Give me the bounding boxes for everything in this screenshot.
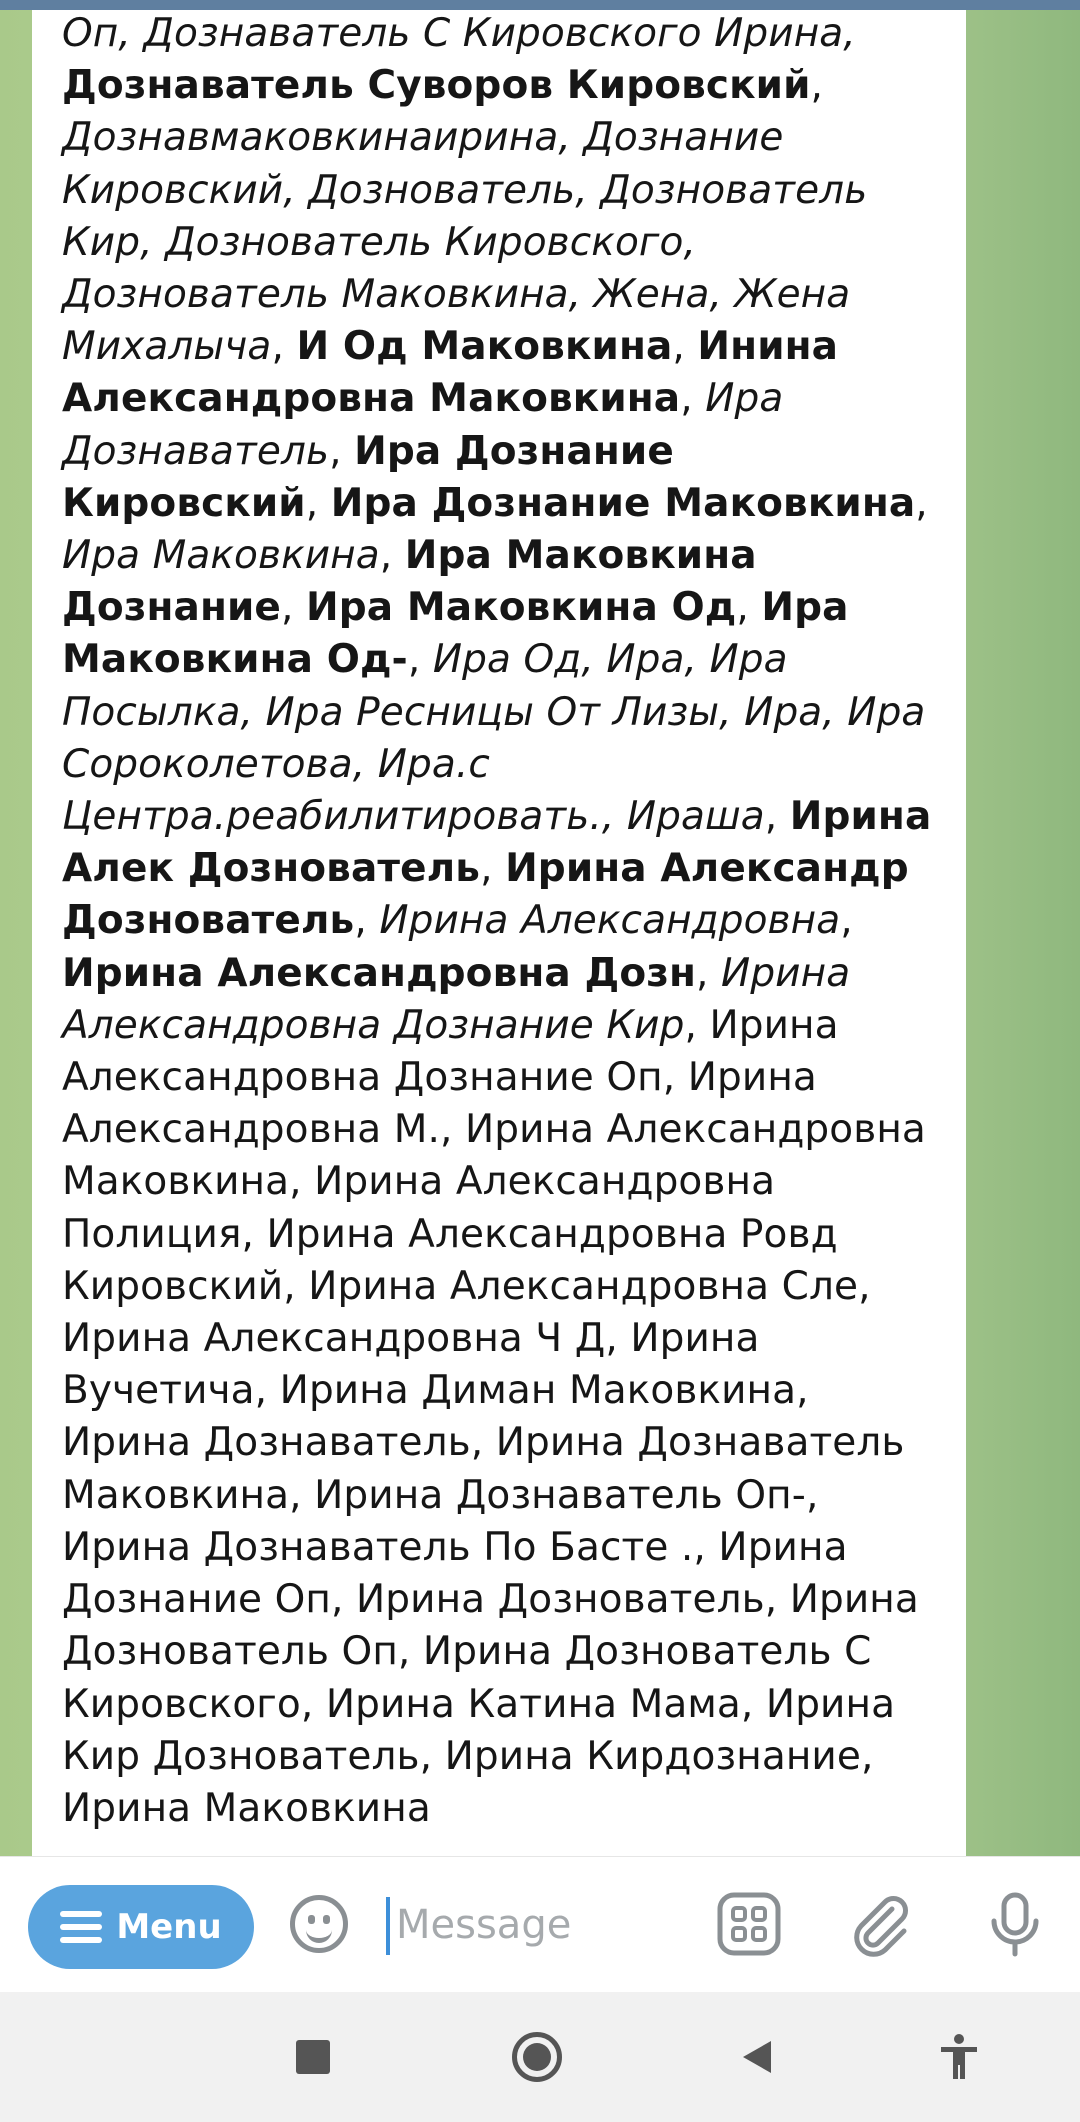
contact-name-segment: И Од Маковкина xyxy=(296,324,673,370)
contact-name-segment: , xyxy=(329,428,355,474)
message-bubble[interactable] xyxy=(32,10,966,1856)
contact-name-segment: Ира Дознаватель xyxy=(62,376,784,474)
paperclip-icon[interactable] xyxy=(848,1891,914,1957)
triangle-back-icon[interactable] xyxy=(722,2022,792,2092)
contact-name-segment: , xyxy=(672,324,698,370)
contact-name-segment: Ира Маковкина Дознание xyxy=(62,533,757,631)
contact-name-segment: Ирина Александр Дознователь xyxy=(62,846,909,944)
contact-name-segment: , xyxy=(680,376,706,422)
contact-name-segment: Ира Дознание Кировский xyxy=(62,428,674,526)
contact-name-segment: , xyxy=(840,898,853,944)
menu-label: Menu xyxy=(116,1907,222,1947)
message-composer xyxy=(0,1856,1080,1993)
contact-name-segment: , xyxy=(764,794,790,840)
contact-name-segment: , xyxy=(305,480,331,526)
accessibility-icon[interactable] xyxy=(924,2022,994,2092)
microphone-icon[interactable] xyxy=(982,1891,1048,1957)
contact-name-segment: , xyxy=(810,63,824,109)
message-text xyxy=(62,10,936,1835)
text-cursor xyxy=(386,1897,390,1955)
contact-name-segment: Дознавмаковкинаирина, Дознание Кировский, Дознователь, Дознователь Кир, Дознователь Кировского, Дознователь Маковкина, Жена, Жена Михалыча xyxy=(62,115,868,370)
contact-name-segment: Оп, Дознаватель С Кировского Ирина, xyxy=(62,11,856,56)
contact-name-segment: , Ирина Александровна Дознание Оп, Ирина Александровна М., Ирина Александровна Маковкина, Ирина Александровна Полиция, Ирина Александровна Ровд Кировский, Ирина Александровна Сле, Ирина Александровна Ч Д, Ирина Вучетича, Ирина Диман Маковкина, Ирина Дознаватель, Ирина Дознаватель Маковкина, Ирина Дознаватель Оп-, Ирина Дознаватель По Басте ., Ирина Дознание Оп, Ирина Дознователь, Ирина Дознователь Оп, Ирина Дознователь С Кировского, Ирина Катина Мама, Ирина Кир Дознователь, Ирина Кирдознание, Ирина Маковкина xyxy=(62,1002,926,1831)
contact-name-segment: Дознаватель Суворов Кировский xyxy=(62,63,811,109)
contact-name-segment: Инина Александровна Маковкина xyxy=(62,324,839,422)
chat-background[interactable] xyxy=(0,10,1080,1856)
contact-name-segment: Ирина Александровна xyxy=(379,898,841,944)
contact-name-segment: Ира Маковкина Од- xyxy=(62,585,849,683)
contact-name-segment: , xyxy=(379,533,405,579)
contact-name-segment: , xyxy=(736,585,762,631)
message-input[interactable] xyxy=(394,1891,698,1959)
contact-name-segment: Ирина Александровна Дознание Кир xyxy=(62,950,851,1048)
app-grid-icon[interactable] xyxy=(716,1891,782,1957)
contact-name-segment: , xyxy=(407,637,433,683)
contact-name-segment: Ира Дознание Маковкина xyxy=(330,480,916,526)
contact-name-segment: Ира Од, Ира, Ира Посылка, Ира Ресницы От Лизы, Ира, Ира Сороколетова, Ира.с Центра.реабилитировать., Ираша xyxy=(62,637,926,840)
status-bar-edge xyxy=(0,0,1080,10)
system-navigation-bar xyxy=(0,1992,1080,2122)
contact-name-segment: , xyxy=(280,585,306,631)
contact-name-segment: Ирина Алек Дознователь xyxy=(62,794,932,892)
contact-name-segment: Ира Маковкина xyxy=(62,533,380,579)
hamburger-icon xyxy=(60,1911,102,1943)
contact-name-segment: , xyxy=(271,324,297,370)
square-stop-icon[interactable] xyxy=(278,2022,348,2092)
menu-button[interactable] xyxy=(28,1885,254,1969)
contact-name-segment: Ирина Александровна Дозн xyxy=(62,950,697,996)
smiley-icon[interactable] xyxy=(290,1895,348,1953)
contact-name-segment: , xyxy=(915,480,928,526)
contact-name-segment: , xyxy=(696,950,722,996)
contact-name-segment: Ира Маковкина Од xyxy=(305,585,737,631)
circle-home-icon[interactable] xyxy=(502,2022,572,2092)
contact-name-segment: , xyxy=(480,846,506,892)
contact-name-segment: , xyxy=(354,898,380,944)
